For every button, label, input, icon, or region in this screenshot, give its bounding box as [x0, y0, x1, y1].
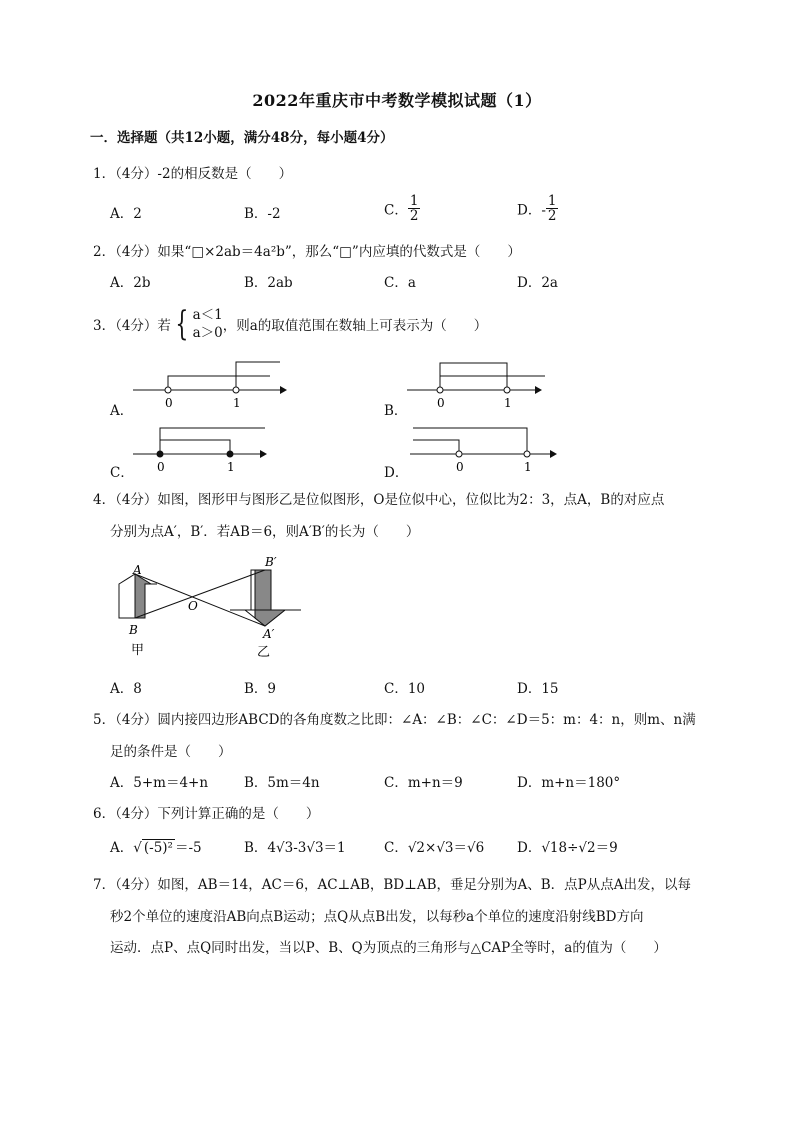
q3a-tick0: 0: [165, 396, 173, 410]
q4-label-jia: 甲: [131, 643, 145, 658]
q4-line2: 分别为点A′，B′．若AB＝6，则A′B′的长为（ ）: [110, 524, 420, 540]
q4-line1: 4．（4分）如图，图形甲与图形乙是位似图形，O是位似中心，位似比为2：3，点A，B的对应点: [93, 492, 665, 508]
q3-option-c[interactable]: C．: [110, 465, 134, 481]
q3c-tick1: 1: [227, 460, 235, 474]
q3a-tick1: 1: [233, 396, 241, 410]
q3d-tick0: 0: [456, 460, 464, 474]
q3-numberline-d[interactable]: [405, 418, 565, 478]
q4-label-A2: A′: [263, 627, 275, 641]
q1-c-den: 2: [409, 208, 419, 225]
q1-d-num: 1: [547, 193, 557, 209]
page-title: 2022年重庆市中考数学模拟试题（1）: [252, 91, 542, 110]
q5-option-b[interactable]: B．5m＝4n: [244, 775, 320, 791]
q6-a-radicand: (-5)²: [143, 840, 173, 856]
q3-stem-prefix: 3．（4分）若: [93, 318, 171, 334]
q6-stem: 6．（4分）下列计算正确的是（ ）: [93, 806, 320, 822]
q1-stem: 1．（4分）-2的相反数是（ ）: [93, 166, 293, 182]
q4-label-B2: B′: [265, 555, 277, 569]
sqrt-icon: √: [133, 840, 142, 856]
q2-stem: 2．（4分）如果“□×2ab＝4a²b”，那么“□”内应填的代数式是（ ）: [93, 244, 521, 260]
q4-homothety-figure: [105, 550, 315, 662]
q4-option-d[interactable]: D．15: [517, 681, 559, 697]
section-heading: 一．选择题（共12小题，满分48分，每小题4分）: [90, 130, 394, 146]
q6-option-b[interactable]: B．4√3-3√3＝1: [244, 840, 346, 856]
q3-cond1: a＜1: [192, 306, 223, 323]
q3-stem: [93, 304, 487, 344]
q3-option-d[interactable]: D．: [384, 465, 409, 481]
q5-option-c[interactable]: C．m+n＝9: [384, 775, 463, 791]
q4-option-b[interactable]: B．9: [244, 681, 277, 697]
q6-option-a-label: A．: [110, 840, 134, 856]
q4-label-O: O: [188, 599, 198, 613]
q1-option-c[interactable]: [384, 194, 420, 223]
q7-line1: 7．（4分）如图，AB＝14，AC＝6，AC⊥AB，BD⊥AB，垂足分别为A、B．点P从点A出发，以每: [93, 877, 692, 893]
q3-stem-suffix: ，则a的取值范围在数轴上可表示为（ ）: [222, 318, 488, 334]
q5-option-a[interactable]: A．5+m＝4+n: [110, 775, 209, 791]
q2-option-a[interactable]: A．2b: [110, 275, 151, 291]
q2-option-b[interactable]: B．2ab: [244, 275, 293, 291]
q1-option-a[interactable]: A．2: [110, 206, 142, 222]
q3-option-a[interactable]: A．: [110, 403, 134, 419]
q2-option-c[interactable]: C．a: [384, 275, 416, 291]
q6-option-a[interactable]: [110, 836, 202, 856]
q4-option-a[interactable]: A．8: [110, 681, 142, 697]
q7-line2: 秒2个单位的速度沿AB向点B运动；点Q从点B出发，以每秒a个单位的速度沿射线BD方向: [110, 909, 644, 925]
q4-label-yi: 乙: [257, 645, 271, 660]
q4-label-A: A: [133, 563, 142, 577]
brace-icon: {: [175, 304, 189, 344]
q7-line3: 运动．点P、点Q同时出发，当以P、B、Q为顶点的三角形与△CAP全等时，a的值为（ ）: [110, 940, 667, 956]
q6-option-d[interactable]: D．√18÷√2＝9: [517, 840, 618, 856]
q1-option-d[interactable]: [517, 194, 558, 223]
q6-a-result: ＝-5: [174, 840, 202, 856]
q4-label-B: B: [129, 623, 138, 637]
q1-option-b[interactable]: B．-2: [244, 206, 281, 222]
q1-option-c-label: C．: [384, 202, 408, 219]
q3b-tick0: 0: [437, 396, 445, 410]
q2-option-d[interactable]: D．2a: [517, 275, 558, 291]
q5-option-d[interactable]: D．m+n＝180°: [517, 775, 621, 791]
q5-line2: 足的条件是（ ）: [110, 744, 232, 760]
q6-option-c[interactable]: C．√2×√3＝√6: [384, 840, 485, 856]
q4-option-c[interactable]: C．10: [384, 681, 426, 697]
q1-option-d-label: D．-: [517, 202, 546, 219]
q3-option-b[interactable]: B．: [384, 403, 408, 419]
q3-numberline-b[interactable]: [395, 355, 555, 415]
q3-numberline-a[interactable]: [105, 355, 305, 415]
q3c-tick0: 0: [157, 460, 165, 474]
q1-d-den: 2: [547, 208, 557, 225]
q3b-tick1: 1: [504, 396, 512, 410]
q3-cond2: a＞0: [192, 325, 223, 341]
q5-line1: 5．（4分）圆内接四边形ABCD的各角度数之比即：∠A：∠B：∠C：∠D＝5：m：4：n，则m、n满: [93, 712, 696, 728]
q1-c-num: 1: [409, 193, 419, 209]
q3d-tick1: 1: [524, 460, 532, 474]
